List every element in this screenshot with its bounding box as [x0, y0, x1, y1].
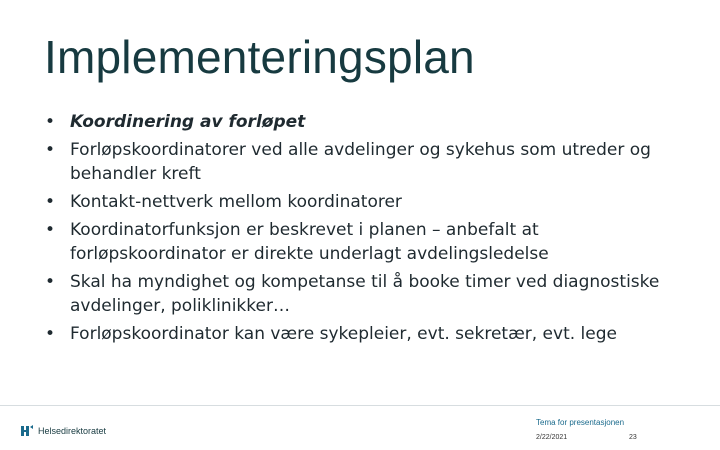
- bullet-item: [36, 110, 696, 134]
- bullet-text: Forløpskoordinator kan være sykepleier, evt. sekretær, evt. lege: [70, 324, 617, 344]
- bullet-item: [36, 322, 696, 346]
- footer-divider: [0, 405, 720, 406]
- bullet-text: Forløpskoordinatorer ved alle avdelinger og sykehus som utreder og behandler kreft: [70, 140, 651, 184]
- bullet-text: Skal ha myndighet og kompetanse til å booke timer ved diagnostiske avdelinger, poliklinikker…: [70, 272, 660, 316]
- logo-text: Helsedirektoratet: [38, 426, 107, 436]
- bullet-marker: •: [44, 324, 56, 344]
- bullet-item: [36, 138, 696, 186]
- page-number: 23: [629, 434, 637, 441]
- bullet-text: Koordinering av forløpet: [70, 112, 306, 132]
- bullet-item: [36, 218, 696, 266]
- bullet-marker: •: [44, 272, 56, 292]
- bullet-marker: •: [44, 140, 56, 160]
- bullet-text: Kontakt-nettverk mellom koordinatorer: [70, 192, 402, 212]
- footer-date: 2/22/2021: [536, 434, 568, 441]
- bullet-marker: •: [44, 112, 56, 132]
- slide-title: Implementeringsplan: [44, 31, 475, 83]
- bullet-text: Koordinatorfunksjon er beskrevet i planen – anbefalt at forløpskoordinator er direkte underlagt avdelingsledelse: [70, 220, 549, 264]
- bullet-list: [36, 110, 696, 350]
- footer-topic: Tema for presentasjonen: [536, 418, 625, 427]
- bullet-item: [36, 270, 696, 318]
- bullet-marker: •: [44, 192, 56, 212]
- helsedirektoratet-logo-icon: [20, 424, 34, 438]
- bullet-item: [36, 190, 696, 214]
- bullet-marker: •: [44, 220, 56, 240]
- footer-logo: [20, 424, 106, 438]
